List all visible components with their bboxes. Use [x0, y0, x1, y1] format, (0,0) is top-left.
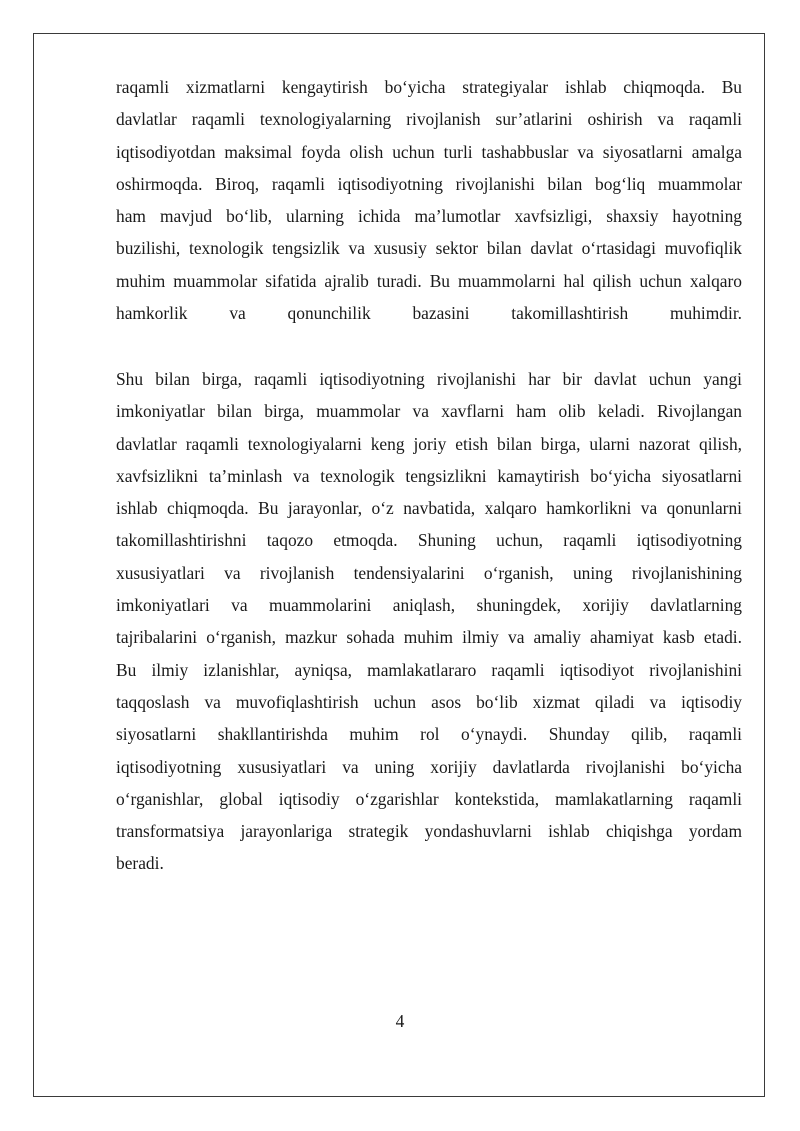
- text-line: davlatlar raqamli texnologiyalarning rivojlanish sur’atlarini oshirish va raqamli: [116, 109, 742, 130]
- text-line: siyosatlarni shakllantirishda muhim rol o‘ynaydi. Shunday qilib, raqamli: [116, 724, 742, 745]
- text-line: raqamli xizmatlarni kengaytirish bo‘yicha strategiyalar ishlab chiqmoqda. Bu: [116, 77, 742, 97]
- page-number: 4: [395, 1011, 405, 1031]
- text-line: iqtisodiyotdan maksimal foyda olish uchun turli tashabbuslar va siyosatlarni amalga: [116, 141, 742, 162]
- text-line: taqqoslash va muvofiqlashtirish uchun asos bo‘lib xizmat qiladi va iqtisodiy: [116, 691, 742, 712]
- text-line: o‘rganishlar, global iqtisodiy o‘zgarishlar kontekstida, mamlakatlarning raqamli: [116, 788, 742, 809]
- text-line: hamkorlik va qonunchilik bazasini takomillashtirish muhimdir.: [116, 303, 742, 324]
- text-line: ham mavjud bo‘lib, ularning ichida ma’lumotlar xavfsizligi, shaxsiy hayotning: [116, 206, 742, 227]
- text-line: transformatsiya jarayonlariga strategik yondashuvlarni ishlab chiqishga yordam: [116, 821, 742, 842]
- text-line: davlatlar raqamli texnologiyalarni keng joriy etish bilan birga, ularni nazorat qilish,: [116, 433, 742, 454]
- text-line: tajribalarini o‘rganish, mazkur sohada muhim ilmiy va amaliy ahamiyat kasb etadi.: [116, 627, 742, 648]
- text-line: iqtisodiyotning xususiyatlari va uning xorijiy davlatlarda rivojlanishi bo‘yicha: [116, 756, 742, 777]
- text-line: takomillashtirishni taqozo etmoqda. Shuning uchun, raqamli iqtisodiyotning: [116, 530, 742, 551]
- text-line: Bu ilmiy izlanishlar, ayniqsa, mamlakatlararo raqamli iqtisodiyot rivojlanishini: [116, 659, 742, 680]
- text-line: imkoniyatlar bilan birga, muammolar va xavflarni ham olib keladi. Rivojlangan: [116, 401, 742, 422]
- text-line: xususiyatlari va rivojlanish tendensiyalarini o‘rganish, uning rivojlanishining: [116, 562, 742, 583]
- paragraph-1: [116, 71, 742, 329]
- text-line: ishlab chiqmoqda. Bu jarayonlar, o‘z navbatida, xalqaro hamkorlikni va qonunlarni: [116, 498, 742, 519]
- text-line: Shu bilan birga, raqamli iqtisodiyotning rivojlanishi har bir davlat uchun yangi: [116, 369, 742, 389]
- text-line: beradi.: [116, 853, 164, 874]
- paragraph-2: [116, 363, 742, 880]
- text-line: muhim muammolar sifatida ajralib turadi. Bu muammolarni hal qilish uchun xalqaro: [116, 270, 742, 291]
- text-line: xavfsizlikni ta’minlash va texnologik tengsizlikni kamaytirish bo‘yicha siyosatlarni: [116, 465, 742, 486]
- text-line: oshirmoqda. Biroq, raqamli iqtisodiyotning rivojlanishi bilan bog‘liq muammolar: [116, 173, 742, 194]
- text-line: buzilishi, texnologik tengsizlik va xususiy sektor bilan davlat o‘rtasidagi muvofiqlik: [116, 238, 742, 259]
- text-line: imkoniyatlari va muammolarini aniqlash, shuningdek, xorijiy davlatlarning: [116, 595, 742, 616]
